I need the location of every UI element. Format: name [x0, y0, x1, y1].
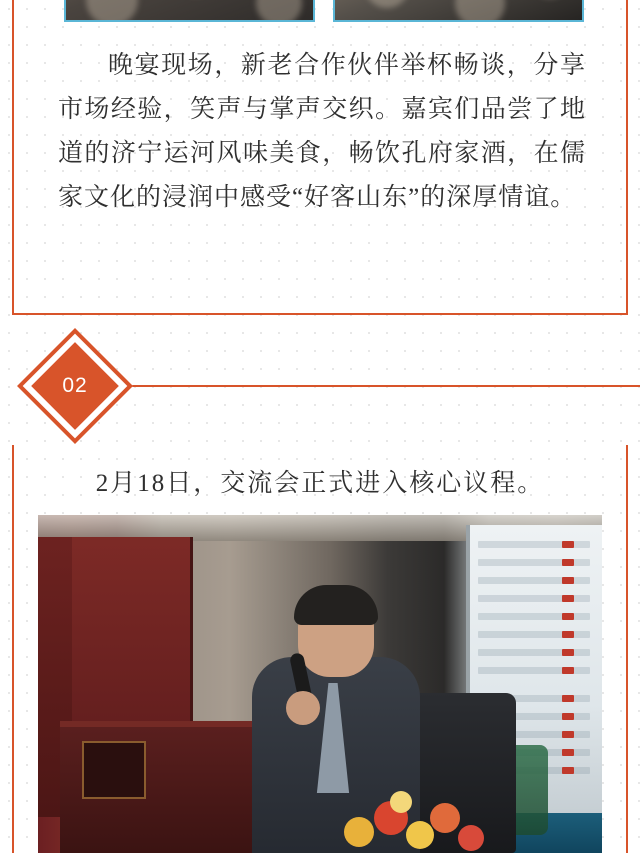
section-one-card	[12, 0, 628, 315]
right-accent-bar	[626, 445, 628, 853]
section-badge-number: 02	[62, 374, 88, 397]
podium	[60, 721, 256, 853]
flower-bouquet	[334, 787, 506, 853]
section-two	[0, 345, 640, 853]
speaker-at-podium-photo	[38, 515, 602, 853]
banquet-photo-left	[64, 0, 315, 22]
banquet-photo-row	[64, 0, 584, 22]
section-two-rule	[74, 385, 640, 387]
banquet-paragraph: 晚宴现场，新老合作伙伴举杯畅谈，分享市场经验，笑声与掌声交织。嘉宾们品尝了地道的济宁运河风味美食，畅饮孔府家酒，在儒家文化的浸润中感受“好客山东”的深厚情谊。	[58, 52, 586, 211]
banquet-photo-right	[333, 0, 584, 22]
left-accent-bar	[12, 445, 14, 853]
section-two-subtitle: 2月18日，交流会正式进入核心议程。	[95, 470, 545, 497]
